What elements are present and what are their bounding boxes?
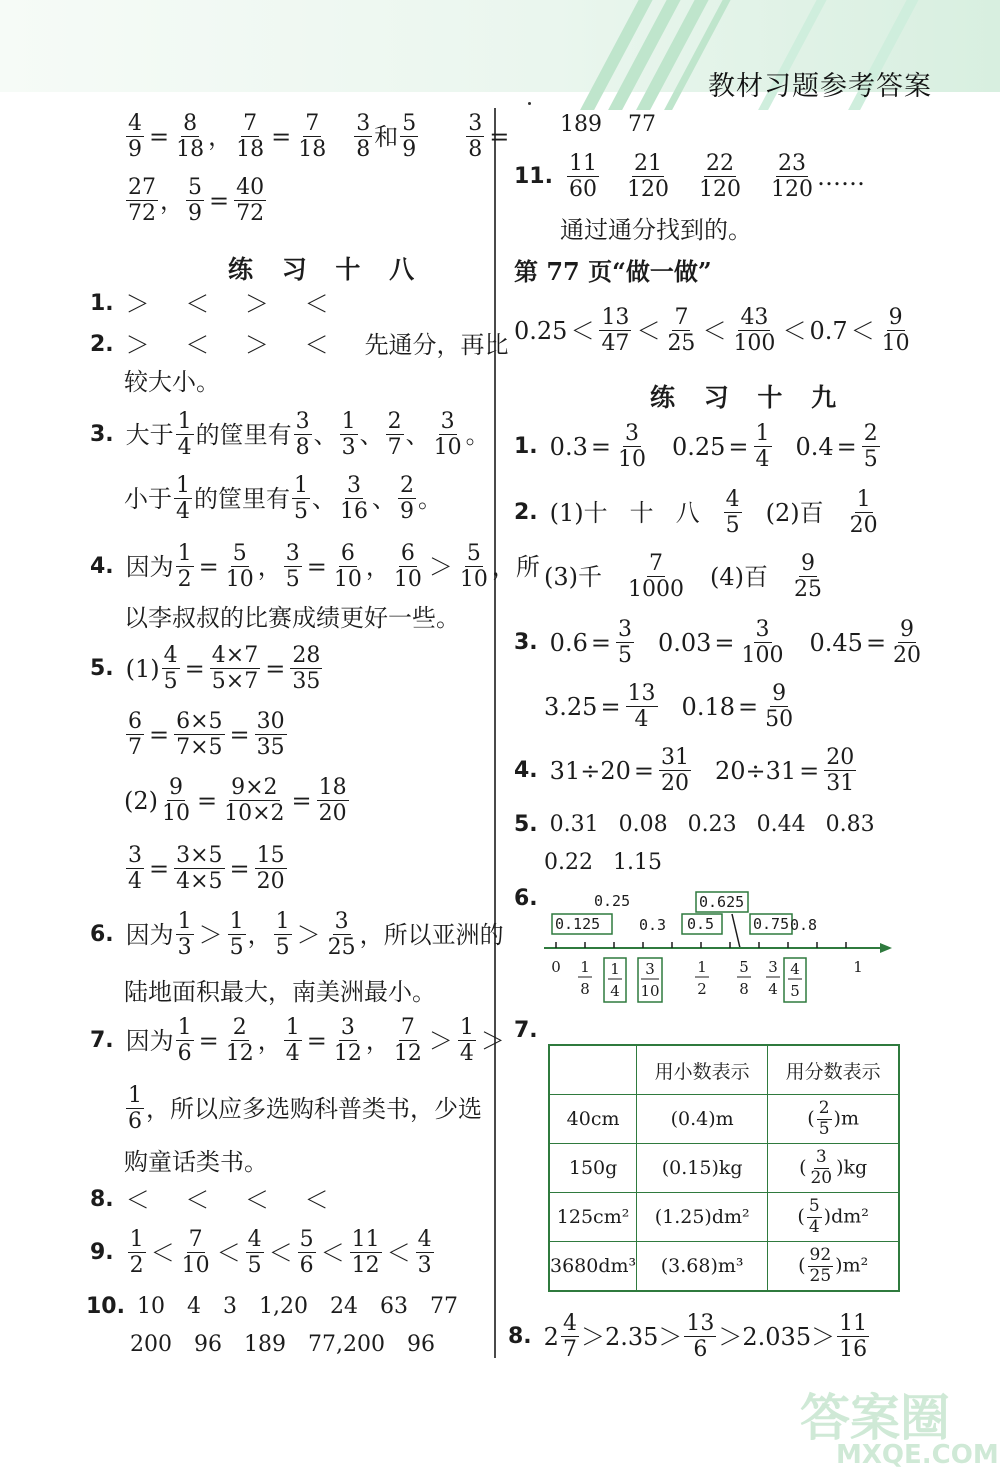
- table-cell: (1.25)dm²: [637, 1193, 768, 1242]
- watermark-url: MXQE.COM: [836, 1440, 999, 1470]
- r-page77-answer: 0.25 ＜ 13 47 ＜ 7 25 ＜ 43 100 ＜ 0.7 ＜ 9 10: [514, 305, 910, 357]
- svg-text:1: 1: [697, 958, 707, 976]
- svg-text:1: 1: [610, 960, 620, 978]
- q4-line-2: 以李叔叔的比赛成绩更好一些。: [124, 604, 460, 632]
- table-header-cell: 用小数表示: [637, 1045, 768, 1095]
- r-q8-answer: 8. 2 4 7 ＞2.35＞ 13 6 ＞2.035＞ 11 16: [508, 1311, 868, 1363]
- q5-line-3: (2) $\frac{9}{10}$ = $\frac{9\times 2}{10\times 2}$ = $\frac{18}{20}$: [124, 775, 347, 827]
- q2-line-2: 较大小。: [124, 368, 220, 396]
- svg-text:3: 3: [768, 958, 778, 976]
- table-cell: ( $\frac{2}{5}$ )m: [768, 1095, 900, 1144]
- r-q6-label: 6.: [514, 886, 538, 911]
- q3-line-1: 3. 大于 1 4 的筐里有 3 8 、 1 3 、 2 7 、 3 10 。: [90, 409, 490, 461]
- unit-table: [548, 1044, 900, 1292]
- q10-row-2: 200 96 189 77,200 96: [130, 1332, 435, 1357]
- q3-line-2: 小于 1 4 的筐里有 1 5 、 3 16 、 2 9 。: [124, 473, 442, 525]
- r-q5-line-1: 5. 0.31 0.08 0.23 0.44 0.83: [514, 812, 875, 837]
- table-cell: ( $\frac{5}{4}$ )dm²: [768, 1193, 900, 1242]
- q7-line-3: 购童话类书。: [124, 1148, 268, 1176]
- r-q11-line-2: 通过通分找到的。: [560, 216, 752, 244]
- svg-text:10: 10: [640, 982, 660, 1000]
- table-cell: (0.15)kg: [637, 1144, 768, 1193]
- r-q1-answer: 1. 0.3 = $\frac{3}{10}$ 0.25 = $\frac{1}{4}$ 0.4 = $\frac{2}{5}$: [514, 421, 878, 473]
- table-header-cell: [549, 1045, 637, 1095]
- svg-text:5: 5: [739, 958, 749, 976]
- svg-text:8: 8: [739, 980, 749, 998]
- r-q3-line-1: 3. 0.6 = $\frac{3}{5}$ 0.03 = $\frac{3}{100}$ 0.45 = $\frac{9}{20}$: [514, 617, 922, 669]
- nl-label-0.8: 0.8: [790, 916, 818, 934]
- r-q11-line-1: 11. 11 60 21 120 22 120 23 120 ……: [514, 151, 865, 203]
- svg-text:2: 2: [697, 980, 707, 998]
- table-cell: 3680dm³: [549, 1242, 637, 1292]
- svg-text:3: 3: [645, 960, 655, 978]
- left-top-line-1: $\frac{4}{9}$ = $\frac{8}{18}$ ， $\frac{7}{18}$ = $\frac{7}{18}$ 3 8 和 5 9 $\frac{3}{8}$ =: [128, 111, 510, 163]
- r-q3-line-2: 3.25 = $\frac{13}{4}$ 0.18 = $\frac{9}{50}$: [544, 681, 794, 733]
- nl-label-0.25: 0.25: [594, 892, 631, 910]
- nl-label-0.3: 0.3: [639, 916, 667, 934]
- svg-text:5: 5: [790, 982, 800, 1000]
- q5-line-2: $\frac{6}{7}$ = $\frac{6\times 5}{7\times 5}$ = $\frac{30}{35}$: [128, 709, 285, 761]
- r-q4-answer: 4. 31÷20 = $\frac{31}{20}$ 20÷31 = $\frac{20}{31}$: [514, 745, 855, 797]
- q7-line-1: 7. 因为 $\frac{1}{6}$ = $\frac{2}{12}$ ， $\frac{1}{4}$ = $\frac{3}{12}$ ， 7 12 ＞ 1 4 ＞: [90, 1015, 505, 1067]
- header-title: 教材习题参考答案: [708, 71, 932, 102]
- svg-text:8: 8: [580, 980, 590, 998]
- table-cell: ( $\frac{3}{20}$ )kg: [768, 1144, 900, 1193]
- column-divider: [494, 108, 496, 1358]
- nl-label-0: 0: [551, 958, 561, 976]
- q4-line-1: 4. 因为 $\frac{1}{2}$ = $\frac{5}{10}$ ， $\frac{3}{5}$ = $\frac{6}{10}$ ， 6 10 ＞ 5 10 ，所: [90, 541, 540, 593]
- svg-text:1: 1: [580, 958, 590, 976]
- r-q2-line-1: 2. (1)十 十 八 4 5 (2)百 1 20: [514, 487, 878, 539]
- nl-label-0.125: 0.125: [555, 915, 601, 933]
- q6-line-2: 陆地面积最大，南美洲最小。: [124, 978, 436, 1006]
- table-row: [549, 1144, 899, 1193]
- table-cell: (0.4)m: [637, 1095, 768, 1144]
- q5-line-4: $\frac{3}{4}$ = $\frac{3\times 5}{4\times 5}$ = $\frac{15}{20}$: [128, 843, 285, 895]
- r-top-row: 189 77: [560, 112, 656, 137]
- q7-line-2: 1 6 ，所以应多选购科普类书，少选: [128, 1083, 482, 1135]
- nl-label-0.75: 0.75: [753, 915, 790, 933]
- q9-answer: 9. 1 2 ＜ 7 10 ＜ 4 5 ＜ 5 6 ＜ 11 12 ＜ 4 3: [90, 1227, 432, 1279]
- q6-line-1: 6. 因为 1 3 ＞ 1 5 ， 1 5 ＞ 3 25 ，所以亚洲的: [90, 909, 504, 961]
- nl-label-0.625: 0.625: [699, 893, 745, 911]
- table-row: [549, 1242, 899, 1292]
- table-header-row: [549, 1045, 899, 1095]
- q8-answer: 8. ＜ ＜ ＜ ＜: [90, 1186, 343, 1214]
- q10-row-1: 10. 10 4 3 1,20 24 63 77: [86, 1294, 458, 1319]
- svg-text:4: 4: [790, 960, 800, 978]
- section-title-18: 练 习 十 八: [228, 255, 425, 284]
- q5-line-1: 5. (1) $\frac{4}{5}$ = $\frac{4\times 7}{5\times 7}$ = $\frac{28}{35}$: [90, 643, 321, 695]
- table-cell: (3.68)m³: [637, 1242, 768, 1292]
- section-title-19: 练 习 十 九: [650, 383, 847, 412]
- table-row: [549, 1095, 899, 1144]
- number-line: [536, 884, 906, 1014]
- r-q5-line-2: 0.22 1.15: [544, 850, 662, 875]
- nl-label-0.5: 0.5: [687, 915, 715, 933]
- left-top-line-2: 27 72 ， $\frac{5}{9}$ = $\frac{40}{72}$: [128, 175, 265, 227]
- q1-answer: 1. ＞ ＜ ＞ ＜: [90, 290, 343, 318]
- table-cell: 125cm²: [549, 1193, 637, 1242]
- svg-text:4: 4: [768, 980, 778, 998]
- table-row: [549, 1193, 899, 1242]
- r-page77-heading: 第 77 页“做一做”: [514, 257, 712, 286]
- r-q7-label: 7.: [514, 1018, 538, 1043]
- svg-text:4: 4: [610, 982, 620, 1000]
- nl-label-1: 1: [853, 958, 863, 976]
- watermark-logo: 答案圈: [800, 1389, 950, 1447]
- r-q2-line-2: (3)千 7 1000 (4)百 9 25: [544, 551, 822, 603]
- table-cell: 40cm: [549, 1095, 637, 1144]
- table-cell: 150g: [549, 1144, 637, 1193]
- table-cell: ( $\frac{92}{25}$ )m²: [768, 1242, 900, 1292]
- table-header-cell: 用分数表示: [768, 1045, 900, 1095]
- q2-answer: 2. ＞ ＜ ＞ ＜ 先通分，再比: [90, 331, 509, 359]
- divider-dot: [528, 102, 531, 105]
